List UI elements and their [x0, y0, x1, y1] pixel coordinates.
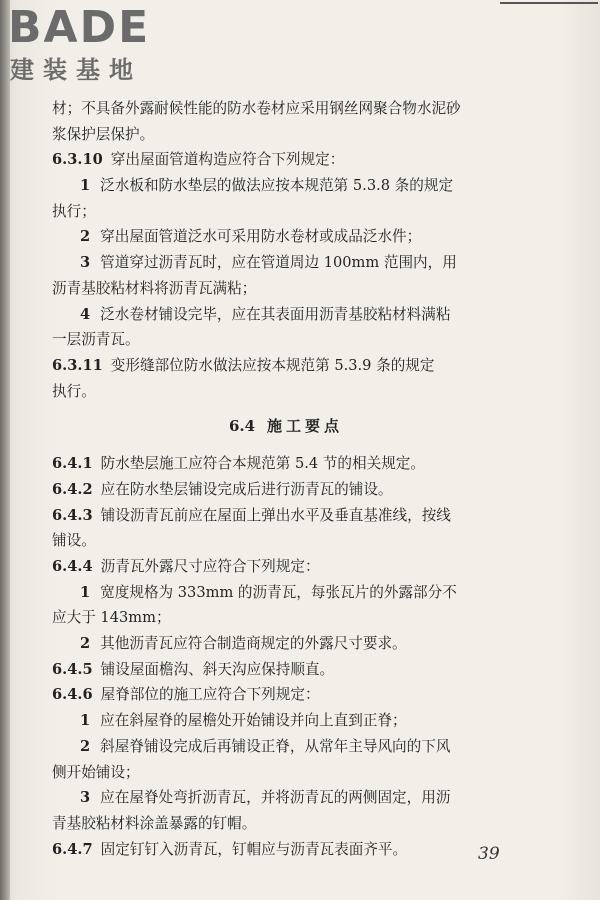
line-text: 防水垫层施工应符合本规范第 5.4 节的相关规定。	[100, 455, 425, 473]
clause-number: 6.4.2	[52, 480, 93, 498]
text-line	[52, 657, 520, 683]
section-number: 6.4	[228, 417, 256, 436]
line-text: 沥青基胶粘材料将沥青瓦满粘；	[52, 279, 257, 297]
text-line	[52, 785, 520, 811]
text-line	[52, 302, 520, 328]
clause-number: 6.3.11	[52, 356, 103, 374]
text-line	[52, 122, 520, 148]
line-text: 浆保护层保护。	[52, 125, 155, 143]
line-text: 穿出屋面管道泛水可采用防水卷材或成品泛水件；	[100, 228, 422, 246]
text-line	[52, 276, 520, 302]
line-text: 一层沥青瓦。	[52, 331, 140, 349]
section-heading	[52, 414, 520, 439]
item-number: 1	[80, 583, 91, 601]
line-text: 材；不具备外露耐候性能的防水卷材应采用钢丝网聚合物水泥砂	[52, 100, 461, 117]
clause-number: 6.4.6	[52, 686, 93, 704]
item-number: 2	[80, 635, 91, 653]
line-text: 铺设屋面檐沟、斜天沟应保持顺直。	[100, 660, 335, 678]
text-line	[52, 379, 520, 405]
page-body	[52, 96, 520, 862]
logo-brand: BADE	[8, 2, 151, 53]
line-text: 穿出屋面管道构造应符合下列规定：	[110, 151, 345, 169]
line-text: 应在斜屋脊的屋檐处开始铺设并向上直到正脊；	[100, 712, 407, 730]
clause-number: 6.3.10	[52, 151, 103, 169]
text-line	[52, 451, 520, 477]
watermark-logo	[8, 4, 178, 88]
text-line	[52, 734, 520, 760]
clause-block-6-3	[52, 96, 520, 404]
line-text: 青基胶粘材料涂盖暴露的钉帽。	[52, 814, 257, 832]
line-text: 应大于 143mm；	[52, 609, 171, 627]
item-number: 4	[80, 305, 91, 323]
line-text: 宽度规格为 333mm 的沥青瓦，每张瓦片的外露部分不	[100, 583, 457, 601]
text-line	[52, 682, 520, 708]
line-text: 铺设。	[52, 532, 96, 550]
text-line	[52, 327, 520, 353]
item-number: 1	[80, 177, 91, 195]
logo-chinese-name: 建装基地	[10, 56, 142, 84]
item-number: 3	[80, 254, 91, 272]
text-line	[52, 708, 520, 734]
top-rule	[500, 2, 598, 4]
line-text: 应在防水垫层铺设完成后进行沥青瓦的铺设。	[100, 480, 393, 498]
text-line	[52, 837, 520, 863]
page-number: 39	[478, 844, 500, 864]
clause-number: 6.4.7	[52, 840, 93, 858]
line-text: 执行；	[52, 202, 96, 220]
section-title-text: 施工要点	[267, 417, 344, 436]
line-text: 铺设沥青瓦前应在屋面上弹出水平及垂直基准线，按线	[100, 506, 451, 524]
text-line	[52, 811, 520, 837]
item-number: 2	[80, 737, 91, 755]
text-line	[52, 199, 520, 225]
line-text: 应在屋脊处弯折沥青瓦，并将沥青瓦的两侧固定，用沥	[100, 789, 451, 807]
text-line	[52, 605, 520, 631]
text-line	[52, 477, 520, 503]
item-number: 3	[80, 789, 91, 807]
text-line	[52, 503, 520, 529]
clause-block-6-4	[52, 451, 520, 862]
text-line	[52, 580, 520, 606]
book-spine-shadow	[0, 0, 10, 900]
clause-number: 6.4.5	[52, 660, 93, 678]
text-line	[52, 528, 520, 554]
line-text: 执行。	[52, 382, 96, 400]
line-text: 泛水板和防水垫层的做法应按本规范第 5.3.8 条的规定	[100, 177, 454, 195]
clause-number: 6.4.1	[52, 455, 93, 473]
text-line	[52, 224, 520, 250]
text-line	[52, 173, 520, 199]
line-text: 管道穿过沥青瓦时，应在管道周边 100mm 范围内，用	[100, 254, 457, 272]
item-number: 1	[80, 712, 91, 730]
line-text: 变形缝部位防水做法应按本规范第 5.3.9 条的规定	[110, 356, 435, 374]
text-line	[52, 250, 520, 276]
text-line	[52, 96, 520, 122]
line-text: 屋脊部位的施工应符合下列规定：	[100, 686, 320, 704]
line-text: 沥青瓦外露尺寸应符合下列规定：	[100, 558, 320, 575]
line-text: 斜屋脊铺设完成后再铺设正脊，从常年主导风向的下风	[100, 737, 451, 755]
line-text: 固定钉钉入沥青瓦，钉帽应与沥青瓦表面齐平。	[100, 840, 408, 858]
item-number: 2	[80, 228, 91, 246]
line-text: 泛水卷材铺设完毕，应在其表面用沥青基胶粘材料满粘	[100, 305, 451, 323]
text-line	[52, 147, 520, 173]
clause-number: 6.4.4	[52, 558, 93, 575]
line-text: 其他沥青瓦应符合制造商规定的外露尺寸要求。	[100, 635, 407, 653]
text-line	[52, 631, 520, 657]
text-line	[52, 554, 520, 580]
clause-number: 6.4.3	[52, 506, 93, 524]
text-line	[52, 353, 520, 379]
line-text: 侧开始铺设；	[52, 763, 140, 781]
text-line	[52, 760, 520, 786]
